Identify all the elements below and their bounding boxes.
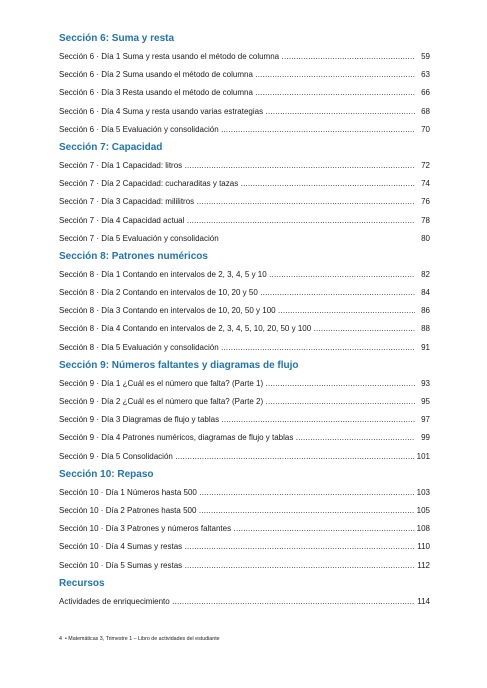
toc-entry-page-number: 95 bbox=[420, 393, 430, 411]
toc-entry-page-number: 88 bbox=[420, 320, 430, 338]
toc-entry-title: Sección 10 · Día 1 Números hasta 500 ..... bbox=[59, 484, 415, 502]
toc-entry-title: Sección 7 · Día 4 Capacidad actual ..... bbox=[59, 212, 415, 230]
toc-entry-title: Sección 9 · Día 4 Patrones numéricos, diagramas de flujo y tablas ..... bbox=[59, 429, 415, 447]
toc-entry[interactable] bbox=[59, 103, 430, 121]
toc-entry-title: Sección 7 · Día 5 Evaluación y consolidación bbox=[59, 233, 219, 243]
toc-entry-page-number: 114 bbox=[416, 593, 430, 611]
toc-entry[interactable] bbox=[59, 157, 430, 175]
toc-entry-page-number: 82 bbox=[420, 266, 430, 284]
toc-entry-page-number: 112 bbox=[416, 557, 430, 575]
toc-entry[interactable] bbox=[59, 121, 430, 139]
toc-entry[interactable] bbox=[59, 266, 430, 284]
toc-entry[interactable] bbox=[59, 193, 430, 211]
toc-entry-page-number: 101 bbox=[416, 448, 430, 466]
toc-entry-list bbox=[59, 48, 430, 139]
toc-section bbox=[59, 469, 430, 575]
table-of-contents bbox=[59, 33, 430, 614]
toc-section bbox=[59, 33, 430, 139]
toc-entry-page-number: 59 bbox=[420, 48, 430, 66]
toc-entry-page-number: 66 bbox=[420, 84, 430, 102]
toc-entry-title: Sección 9 · Día 5 Consolidación ..... bbox=[59, 448, 415, 466]
toc-entry[interactable] bbox=[59, 593, 430, 611]
toc-entry[interactable] bbox=[59, 557, 430, 575]
toc-entry-page-number: 78 bbox=[420, 212, 430, 230]
toc-entry-page-number: 68 bbox=[420, 103, 430, 121]
toc-entry[interactable] bbox=[59, 429, 430, 447]
toc-entry-title: Sección 9 · Día 3 Diagramas de flujo y tablas ..... bbox=[59, 411, 415, 429]
toc-entry-title: Sección 10 · Día 3 Patrones y números faltantes ..... bbox=[59, 520, 415, 538]
toc-entry-page-number: 86 bbox=[420, 302, 430, 320]
toc-entry-list bbox=[59, 266, 430, 357]
section-heading: Sección 8: Patrones numéricos bbox=[59, 250, 208, 262]
toc-entry[interactable] bbox=[59, 393, 430, 411]
toc-entry-page-number: 72 bbox=[420, 157, 430, 175]
toc-entry-title: Sección 9 · Día 1 ¿Cuál es el número que falta? (Parte 1) ..... bbox=[59, 375, 415, 393]
toc-entry-title: Sección 8 · Día 4 Contando en intervalos de 2, 3, 4, 5, 10, 20, 50 y 100 ..... bbox=[59, 320, 415, 338]
toc-entry-title: Sección 6 · Día 1 Suma y resta usando el método de columna ..... bbox=[59, 48, 415, 66]
toc-entry-title: Sección 10 · Día 4 Sumas y restas ..... bbox=[59, 538, 415, 556]
toc-entry-title: Sección 8 · Día 1 Contando en intervalos de 2, 3, 4, 5 y 10 ..... bbox=[59, 266, 415, 284]
toc-entry[interactable] bbox=[59, 502, 430, 520]
page-footer bbox=[59, 636, 220, 642]
toc-entry[interactable] bbox=[59, 484, 430, 502]
toc-section bbox=[59, 142, 430, 248]
toc-entry[interactable] bbox=[59, 448, 430, 466]
toc-entry-page-number: 105 bbox=[416, 502, 430, 520]
toc-entry[interactable] bbox=[59, 230, 430, 248]
toc-entry[interactable] bbox=[59, 411, 430, 429]
toc-entry-title: Sección 7 · Día 1 Capacidad: litros ..... bbox=[59, 157, 415, 175]
toc-entry-page-number: 91 bbox=[420, 339, 430, 357]
toc-entry-title: Sección 6 · Día 3 Resta usando el método de columna ..... bbox=[59, 84, 415, 102]
toc-entry-title: Sección 7 · Día 3 Capacidad: mililitros ..... bbox=[59, 193, 415, 211]
toc-entry-list bbox=[59, 375, 430, 466]
toc-entry-list bbox=[59, 484, 430, 575]
toc-entry-page-number: 110 bbox=[416, 538, 430, 556]
toc-entry-page-number: 103 bbox=[416, 484, 430, 502]
toc-entry[interactable] bbox=[59, 212, 430, 230]
toc-section bbox=[59, 360, 430, 466]
toc-entry-title: Sección 8 · Día 3 Contando en intervalos de 10, 20, 50 y 100 ..... bbox=[59, 302, 415, 320]
footer-page-number: 4 bbox=[59, 636, 62, 642]
toc-section bbox=[59, 578, 430, 611]
toc-entry-title: Sección 6 · Día 4 Suma y resta usando varias estrategias ..... bbox=[59, 103, 415, 121]
section-heading: Sección 6: Suma y resta bbox=[59, 33, 175, 44]
toc-entry-title: Sección 10 · Día 2 Patrones hasta 500 ..... bbox=[59, 502, 415, 520]
toc-entry[interactable] bbox=[59, 375, 430, 393]
toc-entry-list bbox=[59, 157, 430, 248]
toc-entry[interactable] bbox=[59, 520, 430, 538]
toc-entry-page-number: 70 bbox=[420, 121, 430, 139]
toc-entry[interactable] bbox=[59, 48, 430, 66]
toc-entry-page-number: 97 bbox=[420, 411, 430, 429]
toc-entry-page-number: 74 bbox=[420, 175, 430, 193]
toc-entry-page-number: 80 bbox=[420, 230, 430, 248]
toc-entry-page-number: 84 bbox=[420, 284, 430, 302]
toc-entry[interactable] bbox=[59, 339, 430, 357]
toc-entry[interactable] bbox=[59, 66, 430, 84]
toc-entry[interactable] bbox=[59, 320, 430, 338]
toc-entry-title: Sección 7 · Día 2 Capacidad: cucharaditas y tazas ..... bbox=[59, 175, 415, 193]
toc-entry-title: Sección 10 · Día 5 Sumas y restas ..... bbox=[59, 557, 415, 575]
toc-section bbox=[59, 251, 430, 357]
toc-entry-page-number: 108 bbox=[416, 520, 430, 538]
toc-entry-page-number: 93 bbox=[420, 375, 430, 393]
section-heading: Sección 7: Capacidad bbox=[59, 141, 163, 153]
toc-entry-title: Sección 6 · Día 5 Evaluación y consolidación ..... bbox=[59, 121, 415, 139]
toc-entry-title: Sección 8 · Día 5 Evaluación y consolidación ..... bbox=[59, 339, 415, 357]
toc-entry[interactable] bbox=[59, 175, 430, 193]
section-heading: Sección 10: Repaso bbox=[59, 468, 154, 480]
toc-entry-title: Sección 6 · Día 2 Suma usando el método de columna ..... bbox=[59, 66, 415, 84]
section-heading: Recursos bbox=[59, 577, 105, 589]
toc-entry[interactable] bbox=[59, 538, 430, 556]
toc-entry-list bbox=[59, 593, 430, 611]
toc-entry-title: Sección 9 · Día 2 ¿Cuál es el número que falta? (Parte 2) ..... bbox=[59, 393, 415, 411]
toc-entry[interactable] bbox=[59, 302, 430, 320]
toc-entry-page-number: 63 bbox=[420, 66, 430, 84]
toc-entry-title: Actividades de enriquecimiento ..... bbox=[59, 593, 415, 611]
toc-entry-title: Sección 8 · Día 2 Contando en intervalos de 10, 20 y 50 ..... bbox=[59, 284, 415, 302]
toc-entry-page-number: 76 bbox=[420, 193, 430, 211]
footer-book-title: • Matemáticas 3, Trimestre 1 – Libro de actividades del estudiante bbox=[64, 636, 220, 642]
section-heading: Sección 9: Números faltantes y diagramas de flujo bbox=[59, 359, 299, 371]
toc-entry[interactable] bbox=[59, 284, 430, 302]
toc-entry-page-number: 99 bbox=[420, 429, 430, 447]
toc-entry[interactable] bbox=[59, 84, 430, 102]
